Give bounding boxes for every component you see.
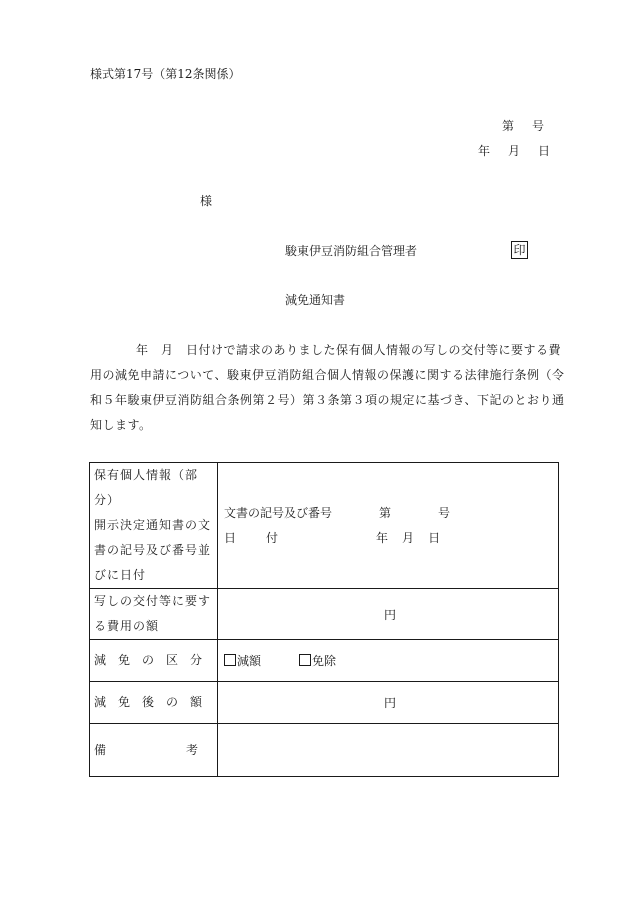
- reduction-type-value-cell: [218, 640, 559, 682]
- fee-value-cell: [218, 589, 559, 640]
- amount-after-label-cell: 減 免 後 の 額: [90, 682, 218, 724]
- reduction-type-label-cell: 減 免 の 区 分: [90, 640, 218, 682]
- document-value-cell: [218, 463, 559, 589]
- date-day: 日: [538, 144, 551, 158]
- doc-number-line: 文書の記号及び番号 第 号: [224, 505, 451, 520]
- table-row-fee: [90, 589, 559, 640]
- table-row-remarks: [90, 724, 559, 777]
- form-number: 様式第17号（第12条関係）: [90, 67, 241, 81]
- date-month: 月: [508, 144, 521, 158]
- body-line-1: 年 月 日付けで請求のありました保有個人情報の写しの交付等に要する費: [136, 343, 562, 357]
- option-exemption[interactable]: 免除: [299, 654, 336, 668]
- remarks-value-cell[interactable]: [218, 724, 559, 777]
- seal-mark: 印: [511, 241, 528, 259]
- checkbox-reduction[interactable]: [224, 654, 236, 666]
- addressee-suffix: 様: [200, 194, 213, 208]
- document-title: 減免通知書: [284, 293, 345, 307]
- date-year: 年: [478, 144, 491, 158]
- document-label-cell: 保有個人情報（部分） 開示決定通知書の文 書の記号及び番号並 びに日付: [90, 463, 218, 589]
- amount-after-value-cell: [218, 682, 559, 724]
- amount-after-unit: 円: [383, 696, 396, 710]
- body-paragraph: [90, 338, 580, 438]
- body-line-3: 和５年駿東伊豆消防組合条例第２号）第３条第３項の規定に基づき、下記のとおり通: [90, 393, 565, 407]
- table-row-reduction-type: [90, 640, 559, 682]
- checkbox-exemption[interactable]: [299, 654, 311, 666]
- number-dai: 第: [502, 119, 515, 133]
- body-line-2: 用の減免申請について、駿東伊豆消防組合個人情報の保護に関する法律施行条例（令: [90, 368, 565, 382]
- document-number-line: [502, 118, 544, 134]
- fee-label-cell: 写しの交付等に要す る費用の額: [90, 589, 218, 640]
- fee-unit: 円: [383, 607, 396, 622]
- doc-date-line: 日 付 年 月 日: [224, 530, 441, 545]
- remarks-label-cell: 備 考: [90, 724, 218, 777]
- issue-date-line: [478, 143, 550, 159]
- body-line-4: 知します。: [90, 418, 152, 432]
- number-go: 号: [532, 119, 545, 133]
- table-row-document: [90, 463, 559, 589]
- form-table: [89, 462, 559, 777]
- table-row-amount-after: [90, 682, 559, 724]
- sender-name: 駿東伊豆消防組合管理者: [285, 244, 418, 258]
- option-reduction[interactable]: 減額: [224, 654, 261, 668]
